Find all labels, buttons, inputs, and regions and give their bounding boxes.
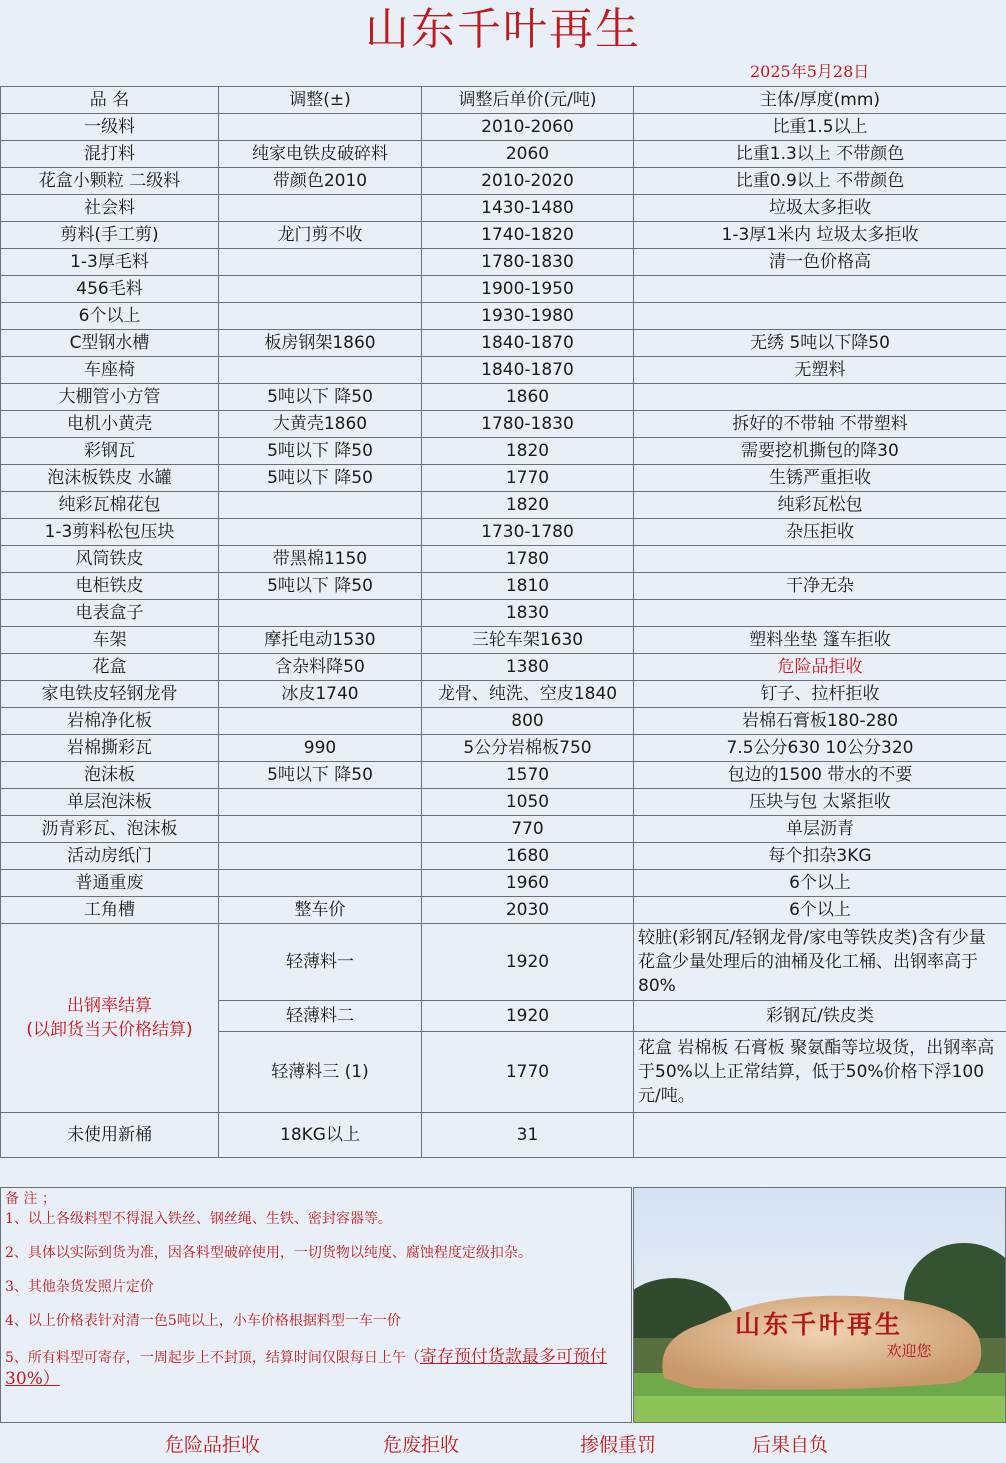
footer-item-3: 掺假重罚 bbox=[580, 1433, 657, 1456]
stone-inscription: 山东千叶再生 bbox=[734, 1310, 904, 1339]
name-cell: 沥青彩瓦、泡沫板 bbox=[1, 816, 219, 843]
price-cell: 1430-1480 bbox=[422, 195, 634, 222]
table-row bbox=[1, 438, 1006, 465]
name-cell: 一级料 bbox=[1, 114, 219, 141]
adjust-cell: 纯家电铁皮破碎料 bbox=[219, 141, 422, 168]
barrel-cell: 31 bbox=[422, 1113, 634, 1158]
adjust-cell: 整车价 bbox=[219, 897, 422, 924]
price-cell: 1780 bbox=[422, 546, 634, 573]
spec-cell: 需要挖机撕包的降30 bbox=[634, 438, 1006, 465]
spec-cell: 压块与包 太紧拒收 bbox=[634, 789, 1006, 816]
name-cell: C型钢水槽 bbox=[1, 330, 219, 357]
name-cell: 车架 bbox=[1, 627, 219, 654]
spec-cell: 比重0.9以上 不带颜色 bbox=[634, 168, 1006, 195]
table-row bbox=[1, 357, 1006, 384]
settlement-price: 1920 bbox=[422, 1001, 634, 1032]
table-row bbox=[1, 870, 1006, 897]
note-1: 1、以上各级料型不得混入铁丝、钢丝绳、生铁、密封容器等。 bbox=[5, 1211, 392, 1227]
spec-cell bbox=[634, 303, 1006, 330]
settlement-note: 花盒 岩棉板 石膏板 聚氨酯等垃圾货，出钢率高于50%以上正常结算，低于50%价格下浮100元/吨。 bbox=[634, 1032, 1006, 1113]
price-cell: 1770 bbox=[422, 465, 634, 492]
table-row bbox=[1, 627, 1006, 654]
name-cell: 活动房纸门 bbox=[1, 843, 219, 870]
price-table bbox=[0, 86, 1006, 1158]
adjust-cell bbox=[219, 114, 422, 141]
price-cell: 1050 bbox=[422, 789, 634, 816]
note-3: 3、其他杂货发照片定价 bbox=[5, 1279, 154, 1295]
settlement-name: 轻薄料二 bbox=[219, 1001, 422, 1032]
spec-cell: 生锈严重拒收 bbox=[634, 465, 1006, 492]
settlement-row bbox=[1, 924, 1006, 1001]
header-cell: 主体/厚度(mm) bbox=[634, 87, 1006, 114]
adjust-cell bbox=[219, 870, 422, 897]
spec-cell bbox=[634, 276, 1006, 303]
price-cell: 1820 bbox=[422, 438, 634, 465]
price-cell: 1740-1820 bbox=[422, 222, 634, 249]
page-title: 山东千叶再生 bbox=[365, 4, 641, 55]
barrel-row bbox=[1, 1113, 1006, 1158]
note-4: 4、以上价格表针对清一色5吨以上，小车价格根据料型一车一价 bbox=[5, 1313, 401, 1329]
price-cell: 1570 bbox=[422, 762, 634, 789]
price-cell: 2030 bbox=[422, 897, 634, 924]
company-stone-photo bbox=[633, 1187, 1006, 1423]
spec-cell: 6个以上 bbox=[634, 897, 1006, 924]
adjust-cell bbox=[219, 303, 422, 330]
adjust-cell bbox=[219, 249, 422, 276]
price-cell: 1730-1780 bbox=[422, 519, 634, 546]
name-cell: 混打料 bbox=[1, 141, 219, 168]
table-row bbox=[1, 222, 1006, 249]
spec-cell: 垃圾太多拒收 bbox=[634, 195, 1006, 222]
price-cell: 1900-1950 bbox=[422, 276, 634, 303]
name-cell: 普通重废 bbox=[1, 870, 219, 897]
table-row bbox=[1, 600, 1006, 627]
spec-cell: 拆好的不带轴 不带塑料 bbox=[634, 411, 1006, 438]
spec-cell: 单层沥青 bbox=[634, 816, 1006, 843]
adjust-cell: 含杂料降50 bbox=[219, 654, 422, 681]
table-row bbox=[1, 789, 1006, 816]
footer-item-2: 危废拒收 bbox=[383, 1433, 460, 1456]
footer-warnings bbox=[0, 1423, 1006, 1463]
price-cell: 1820 bbox=[422, 492, 634, 519]
spec-cell bbox=[634, 600, 1006, 627]
name-cell: 岩棉净化板 bbox=[1, 708, 219, 735]
spec-cell: 杂压拒收 bbox=[634, 519, 1006, 546]
table-row bbox=[1, 816, 1006, 843]
spec-cell: 清一色价格高 bbox=[634, 249, 1006, 276]
table-row bbox=[1, 654, 1006, 681]
name-cell: 单层泡沫板 bbox=[1, 789, 219, 816]
adjust-cell: 带颜色2010 bbox=[219, 168, 422, 195]
name-cell: 纯彩瓦棉花包 bbox=[1, 492, 219, 519]
adjust-cell: 5吨以下 降50 bbox=[219, 465, 422, 492]
table-row bbox=[1, 897, 1006, 924]
spec-cell: 塑料坐垫 篷车拒收 bbox=[634, 627, 1006, 654]
table-row bbox=[1, 546, 1006, 573]
price-cell: 龙骨、纯洗、空皮1840 bbox=[422, 681, 634, 708]
name-cell: 泡沫板 bbox=[1, 762, 219, 789]
header-row bbox=[1, 87, 1006, 114]
adjust-cell bbox=[219, 708, 422, 735]
notes-heading: 备 注 ； bbox=[5, 1191, 56, 1207]
name-cell: 456毛料 bbox=[1, 276, 219, 303]
name-cell: 风筒铁皮 bbox=[1, 546, 219, 573]
barrel-cell: 18KG以上 bbox=[219, 1113, 422, 1158]
name-cell: 家电铁皮轻钢龙骨 bbox=[1, 681, 219, 708]
settlement-note: 彩钢瓦/铁皮类 bbox=[634, 1001, 1006, 1032]
table-row bbox=[1, 303, 1006, 330]
adjust-cell: 5吨以下 降50 bbox=[219, 762, 422, 789]
table-row bbox=[1, 708, 1006, 735]
adjust-cell: 990 bbox=[219, 735, 422, 762]
spec-cell: 纯彩瓦松包 bbox=[634, 492, 1006, 519]
notes-section bbox=[0, 1187, 632, 1423]
settlement-name: 轻薄料一 bbox=[219, 924, 422, 1001]
name-cell: 1-3厚毛料 bbox=[1, 249, 219, 276]
price-cell: 5公分岩棉板750 bbox=[422, 735, 634, 762]
table-row bbox=[1, 735, 1006, 762]
price-cell: 三轮车架1630 bbox=[422, 627, 634, 654]
price-cell: 1840-1870 bbox=[422, 357, 634, 384]
name-cell: 1-3剪料松包压块 bbox=[1, 519, 219, 546]
name-cell: 社会料 bbox=[1, 195, 219, 222]
table-row bbox=[1, 573, 1006, 600]
footer-item-4: 后果自负 bbox=[752, 1433, 829, 1456]
price-cell: 800 bbox=[422, 708, 634, 735]
name-cell: 泡沫板铁皮 水罐 bbox=[1, 465, 219, 492]
price-cell: 2010-2020 bbox=[422, 168, 634, 195]
name-cell: 电表盒子 bbox=[1, 600, 219, 627]
note-2: 2、具体以实际到货为准，因各料型破碎使用，一切货物以纯度、腐蚀程度定级扣杂。 bbox=[5, 1245, 532, 1261]
adjust-cell bbox=[219, 519, 422, 546]
table-row bbox=[1, 141, 1006, 168]
spec-cell: 比重1.5以上 bbox=[634, 114, 1006, 141]
settlement-note: 较脏(彩钢瓦/轻钢龙骨/家电等铁皮类)含有少量花盒少量处理后的油桶及化工桶、出钢率高于80% bbox=[634, 924, 1006, 1001]
spec-cell: 1-3厚1米内 垃圾太多拒收 bbox=[634, 222, 1006, 249]
note-5-text: 5、所有料型可寄存，一周起步上不封顶，结算时间仅限每日上午（ bbox=[5, 1350, 420, 1366]
price-cell: 770 bbox=[422, 816, 634, 843]
header-cell: 调整后单价(元/吨) bbox=[422, 87, 634, 114]
name-cell: 工角槽 bbox=[1, 897, 219, 924]
price-cell: 1930-1980 bbox=[422, 303, 634, 330]
adjust-cell bbox=[219, 789, 422, 816]
table-row bbox=[1, 114, 1006, 141]
name-cell: 彩钢瓦 bbox=[1, 438, 219, 465]
adjust-cell: 冰皮1740 bbox=[219, 681, 422, 708]
note-5-highlight: 寄存预付货款最多可预付30%） bbox=[5, 1347, 607, 1389]
price-cell: 1840-1870 bbox=[422, 330, 634, 357]
spec-cell: 7.5公分630 10公分320 bbox=[634, 735, 1006, 762]
price-cell: 1810 bbox=[422, 573, 634, 600]
price-cell: 1780-1830 bbox=[422, 411, 634, 438]
adjust-cell bbox=[219, 816, 422, 843]
table-row bbox=[1, 411, 1006, 438]
price-cell: 1780-1830 bbox=[422, 249, 634, 276]
settlement-label: 出钢率结算 (以卸货当天价格结算) bbox=[1, 924, 219, 1113]
name-cell: 大棚管小方管 bbox=[1, 384, 219, 411]
price-cell: 1960 bbox=[422, 870, 634, 897]
spec-cell: 无塑料 bbox=[634, 357, 1006, 384]
adjust-cell bbox=[219, 492, 422, 519]
name-cell: 电柜铁皮 bbox=[1, 573, 219, 600]
header-cell: 品 名 bbox=[1, 87, 219, 114]
spec-cell: 危险品拒收 bbox=[634, 654, 1006, 681]
adjust-cell bbox=[219, 276, 422, 303]
name-cell: 6个以上 bbox=[1, 303, 219, 330]
spec-cell: 钉子、拉杆拒收 bbox=[634, 681, 1006, 708]
adjust-cell bbox=[219, 600, 422, 627]
footer-item-1: 危险品拒收 bbox=[165, 1433, 261, 1456]
price-cell: 1860 bbox=[422, 384, 634, 411]
adjust-cell: 板房钢架1860 bbox=[219, 330, 422, 357]
table-row bbox=[1, 195, 1006, 222]
spec-cell: 岩棉石膏板180-280 bbox=[634, 708, 1006, 735]
table-row bbox=[1, 492, 1006, 519]
name-cell: 电机小黄壳 bbox=[1, 411, 219, 438]
name-cell: 剪料(手工剪) bbox=[1, 222, 219, 249]
table-row bbox=[1, 330, 1006, 357]
header-cell: 调整(±) bbox=[219, 87, 422, 114]
adjust-cell: 龙门剪不收 bbox=[219, 222, 422, 249]
table-row bbox=[1, 168, 1006, 195]
spec-cell: 包边的1500 带水的不要 bbox=[634, 762, 1006, 789]
adjust-cell: 摩托电动1530 bbox=[219, 627, 422, 654]
price-cell: 1680 bbox=[422, 843, 634, 870]
table-row bbox=[1, 843, 1006, 870]
spec-cell bbox=[634, 384, 1006, 411]
table-row bbox=[1, 519, 1006, 546]
table-row bbox=[1, 762, 1006, 789]
adjust-cell bbox=[219, 843, 422, 870]
spec-cell: 6个以上 bbox=[634, 870, 1006, 897]
adjust-cell bbox=[219, 357, 422, 384]
adjust-cell: 5吨以下 降50 bbox=[219, 384, 422, 411]
name-cell: 岩棉撕彩瓦 bbox=[1, 735, 219, 762]
adjust-cell: 5吨以下 降50 bbox=[219, 573, 422, 600]
name-cell: 花盒小颗粒 二级料 bbox=[1, 168, 219, 195]
spec-cell: 干净无杂 bbox=[634, 573, 1006, 600]
adjust-cell: 大黄壳1860 bbox=[219, 411, 422, 438]
table-row bbox=[1, 249, 1006, 276]
barrel-cell: 未使用新桶 bbox=[1, 1113, 219, 1158]
settlement-price: 1770 bbox=[422, 1032, 634, 1113]
adjust-cell: 带黑棉1150 bbox=[219, 546, 422, 573]
table-row bbox=[1, 681, 1006, 708]
spec-cell: 每个扣杂3KG bbox=[634, 843, 1006, 870]
price-cell: 2060 bbox=[422, 141, 634, 168]
note-5 bbox=[5, 1346, 627, 1390]
barrel-cell bbox=[634, 1113, 1006, 1158]
price-cell: 1380 bbox=[422, 654, 634, 681]
table-row bbox=[1, 465, 1006, 492]
adjust-cell bbox=[219, 195, 422, 222]
settlement-price: 1920 bbox=[422, 924, 634, 1001]
table-row bbox=[1, 276, 1006, 303]
spec-cell: 无绣 5吨以下降50 bbox=[634, 330, 1006, 357]
spec-cell bbox=[634, 546, 1006, 573]
adjust-cell: 5吨以下 降50 bbox=[219, 438, 422, 465]
price-cell: 2010-2060 bbox=[422, 114, 634, 141]
spec-cell: 比重1.3以上 不带颜色 bbox=[634, 141, 1006, 168]
date-label: 2025年5月28日 bbox=[750, 62, 870, 81]
name-cell: 车座椅 bbox=[1, 357, 219, 384]
price-cell: 1830 bbox=[422, 600, 634, 627]
table-row bbox=[1, 384, 1006, 411]
name-cell: 花盒 bbox=[1, 654, 219, 681]
settlement-name: 轻薄料三 (1) bbox=[219, 1032, 422, 1113]
stone-welcome: 欢迎您 bbox=[886, 1342, 932, 1360]
